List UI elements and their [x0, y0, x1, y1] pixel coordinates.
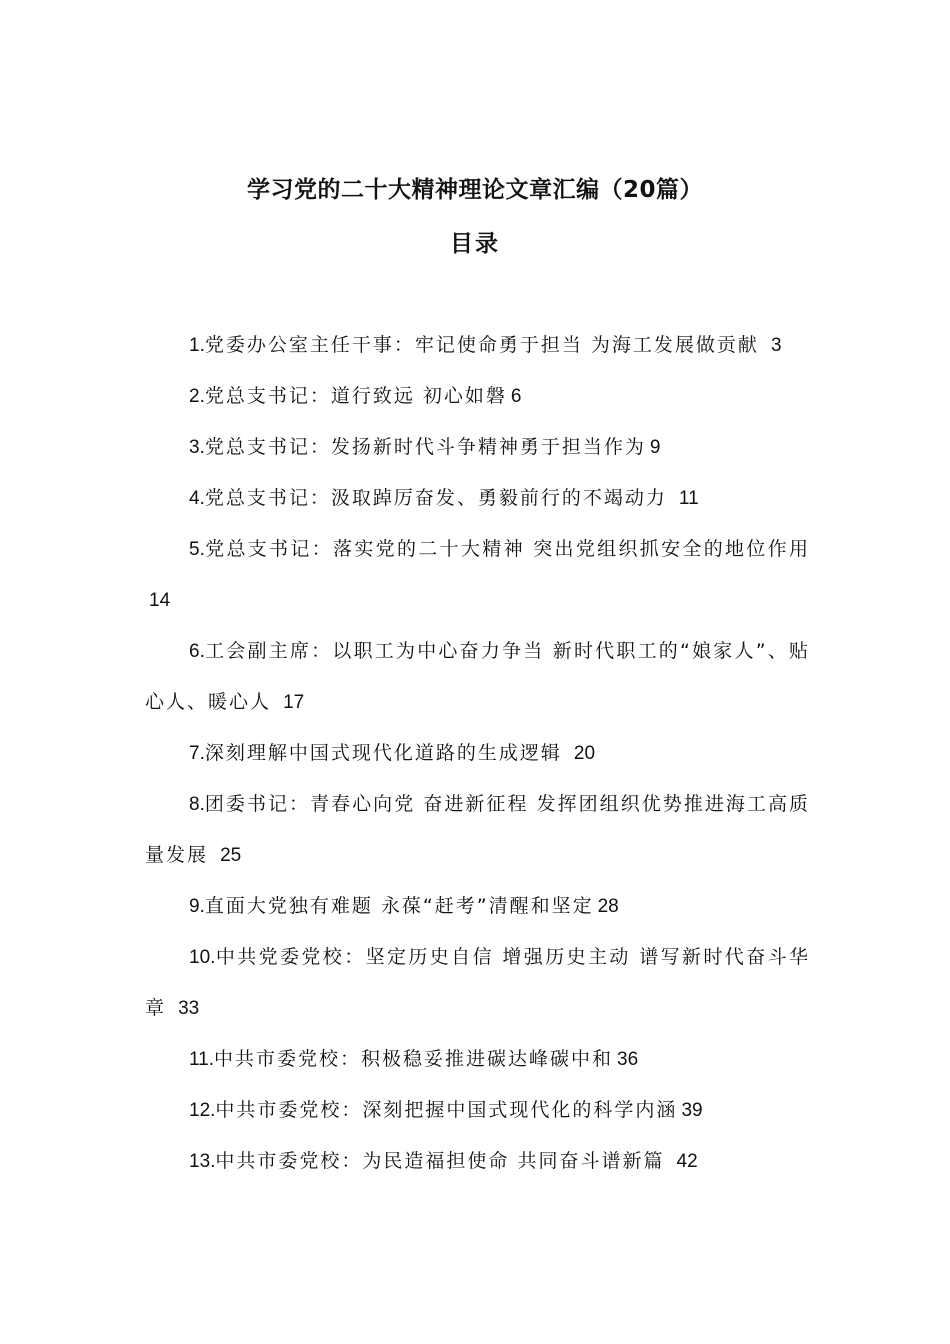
toc-entry-title: 中共党委党校：坚定历史自信 增强历史主动 谱写新时代奋斗华章	[145, 946, 810, 1019]
toc-entry-title: 党总支书记：发扬新时代斗争精神勇于担当作为	[204, 436, 646, 458]
toc-entry-number: 9.	[189, 896, 205, 917]
toc-heading: 目录	[450, 231, 500, 257]
toc-entry-page: 11	[678, 488, 699, 509]
toc-entry-number: 10.	[189, 947, 216, 968]
toc-entry[interactable]	[145, 779, 810, 881]
toc-entry-number: 13.	[189, 1151, 216, 1172]
toc-entry-title: 中共市委党校：为民造福担使命 共同奋斗谱新篇	[215, 1150, 665, 1172]
toc-entry-number: 8.	[189, 794, 205, 815]
toc-entry[interactable]	[145, 1034, 810, 1085]
toc-entry[interactable]	[145, 881, 810, 932]
toc-entry[interactable]	[145, 422, 810, 473]
toc-entry-number: 1.	[189, 335, 205, 356]
toc-entry-number: 12.	[189, 1100, 216, 1121]
toc-entry-page: 14	[149, 590, 171, 611]
toc-entry-number: 11.	[189, 1049, 215, 1070]
toc-entry-page: 33	[178, 998, 200, 1019]
toc-entry-title: 中共市委党校：深刻把握中国式现代化的科学内涵	[215, 1099, 678, 1121]
toc-entry-title: 党委办公室主任干事：牢记使命勇于担当 为海工发展做贡献	[204, 334, 759, 356]
toc-entry-page: 17	[283, 692, 305, 713]
toc-entry-page: 3	[770, 335, 782, 356]
toc-entry[interactable]	[145, 932, 810, 1034]
toc-entry-page: 28	[597, 896, 619, 917]
toc-entry-title: 党总支书记：汲取踔厉奋发、勇毅前行的不竭动力	[204, 487, 667, 509]
toc-entry-title: 党总支书记：落实党的二十大精神 突出党组织抓安全的地位作用	[204, 538, 810, 560]
toc-entry-number: 3.	[189, 437, 205, 458]
toc-entry[interactable]	[145, 626, 810, 728]
toc-entry-page: 39	[681, 1100, 703, 1121]
toc-entry-number: 5.	[189, 539, 205, 560]
toc-entry[interactable]	[145, 371, 810, 422]
toc-entry-title: 直面大党独有难题 永葆“赶考”清醒和坚定	[204, 895, 594, 917]
toc-entry-number: 6.	[189, 641, 205, 662]
toc-entry[interactable]	[145, 728, 810, 779]
toc-entry[interactable]	[145, 1085, 810, 1136]
toc-entry-page: 20	[573, 743, 596, 764]
table-of-contents	[145, 320, 810, 1187]
toc-entry-number: 7.	[189, 743, 205, 764]
toc-entry[interactable]	[145, 320, 810, 371]
toc-entry-page: 36	[617, 1049, 639, 1070]
document-title: 学习党的二十大精神理论文章汇编（20篇）	[246, 177, 703, 203]
toc-entry-page: 9	[649, 437, 661, 458]
toc-entry-page: 42	[676, 1151, 698, 1172]
toc-entry[interactable]	[145, 524, 810, 626]
toc-entry-title: 中共市委党校：积极稳妥推进碳达峰碳中和	[214, 1048, 614, 1070]
toc-entry[interactable]	[145, 1136, 810, 1187]
toc-entry-title: 团委书记：青春心向党 奋进新征程 发挥团组织优势推进海工高质量发展	[145, 793, 810, 866]
toc-entry[interactable]	[145, 473, 810, 524]
toc-entry-number: 2.	[189, 386, 205, 407]
toc-entry-title: 工会副主席：以职工为中心奋力争当 新时代职工的“娘家人”、贴心人、暖心人	[145, 640, 810, 713]
toc-entry-page: 6	[510, 386, 522, 407]
toc-entry-number: 4.	[189, 488, 205, 509]
toc-entry-title: 深刻理解中国式现代化道路的生成逻辑	[204, 742, 562, 764]
toc-entry-title: 党总支书记：道行致远 初心如磐	[204, 385, 507, 407]
toc-entry-page: 25	[220, 845, 242, 866]
